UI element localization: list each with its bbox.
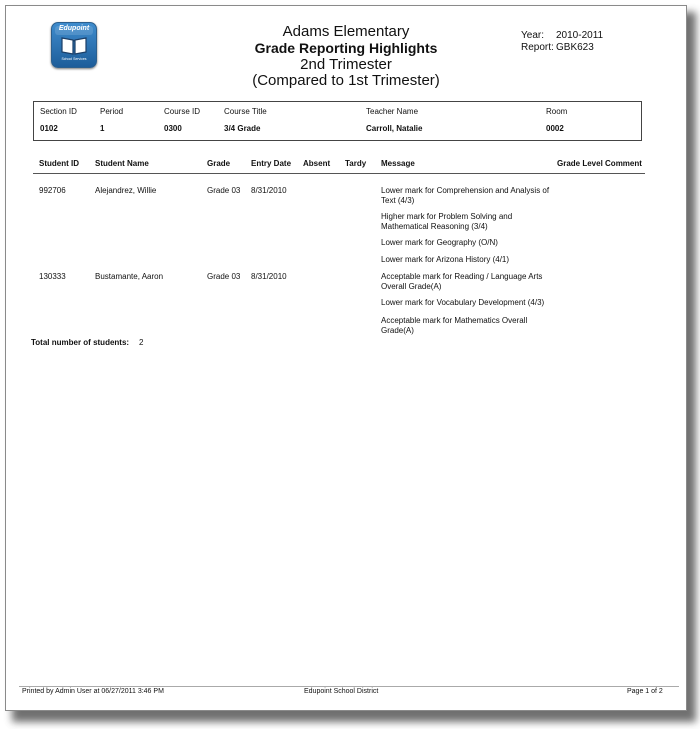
student-grade: Grade 03 bbox=[207, 186, 241, 195]
course-title-label: Course Title bbox=[224, 107, 267, 116]
teacher-name-label: Teacher Name bbox=[366, 107, 419, 116]
student-entry-date: 8/31/2010 bbox=[251, 272, 287, 281]
student-name: Bustamante, Aaron bbox=[95, 272, 164, 281]
col-student-name: Student Name bbox=[95, 159, 149, 168]
term-label: 2nd Trimester bbox=[300, 56, 392, 73]
school-name: Adams Elementary bbox=[282, 23, 410, 40]
footer-rule bbox=[19, 686, 679, 687]
report-page bbox=[5, 5, 687, 711]
room-value: 0002 bbox=[546, 124, 564, 133]
message-item: Lower mark for Vocabulary Development (4/3) bbox=[381, 298, 545, 307]
year-value: 2010-2011 bbox=[556, 30, 604, 41]
report-value: GBK623 bbox=[556, 42, 594, 53]
student-id: 992706 bbox=[39, 186, 66, 195]
header-rule bbox=[33, 173, 645, 174]
room-label: Room bbox=[546, 107, 568, 116]
message-item: Lower mark for Arizona History (4/1) bbox=[381, 255, 510, 264]
section-id-label: Section ID bbox=[40, 107, 77, 116]
year-label: Year: bbox=[521, 30, 544, 41]
message-item: Acceptable mark for Reading / Language Arts Overall Grade(A) bbox=[381, 272, 543, 291]
district-name: Edupoint School District bbox=[304, 688, 379, 695]
col-student-id: Student ID bbox=[39, 159, 79, 168]
message-item: Lower mark for Comprehension and Analysis of Text (4/3) bbox=[381, 186, 550, 205]
col-grade: Grade bbox=[207, 159, 231, 168]
comparison-label: (Compared to 1st Trimester) bbox=[252, 72, 440, 89]
period-label: Period bbox=[100, 107, 124, 116]
student-grade: Grade 03 bbox=[207, 272, 241, 281]
col-message: Message bbox=[381, 159, 415, 168]
course-id-value: 0300 bbox=[164, 124, 182, 133]
report-label: Report: bbox=[521, 42, 554, 53]
page-number: Page 1 of 2 bbox=[627, 688, 663, 695]
message-item: Higher mark for Problem Solving and Mathematical Reasoning (3/4) bbox=[381, 212, 513, 231]
student-id: 130333 bbox=[39, 272, 66, 281]
period-value: 1 bbox=[100, 124, 105, 133]
col-absent: Absent bbox=[303, 159, 331, 168]
col-grade-level-comment: Grade Level Comment bbox=[557, 159, 642, 168]
section-id-value: 0102 bbox=[40, 124, 58, 133]
course-title-value: 3/4 Grade bbox=[224, 124, 261, 133]
message-item: Acceptable mark for Mathematics Overall Grade(A) bbox=[381, 316, 528, 335]
total-label: Total number of students: bbox=[31, 338, 130, 347]
total-value: 2 bbox=[139, 338, 144, 347]
teacher-name-value: Carroll, Natalie bbox=[366, 124, 423, 133]
student-name: Alejandrez, Willie bbox=[95, 186, 157, 195]
student-entry-date: 8/31/2010 bbox=[251, 186, 287, 195]
message-item: Lower mark for Geography (O/N) bbox=[381, 238, 498, 247]
col-entry-date: Entry Date bbox=[251, 159, 292, 168]
section-info-box bbox=[33, 101, 642, 141]
report-title: Grade Reporting Highlights bbox=[254, 40, 438, 56]
printed-by: Printed by Admin User at 06/27/2011 3:46 PM bbox=[22, 688, 164, 695]
col-tardy: Tardy bbox=[345, 159, 367, 168]
course-id-label: Course ID bbox=[164, 107, 201, 116]
logo-tagline: School Services bbox=[61, 57, 87, 61]
logo-brand: Edupoint bbox=[58, 25, 90, 32]
